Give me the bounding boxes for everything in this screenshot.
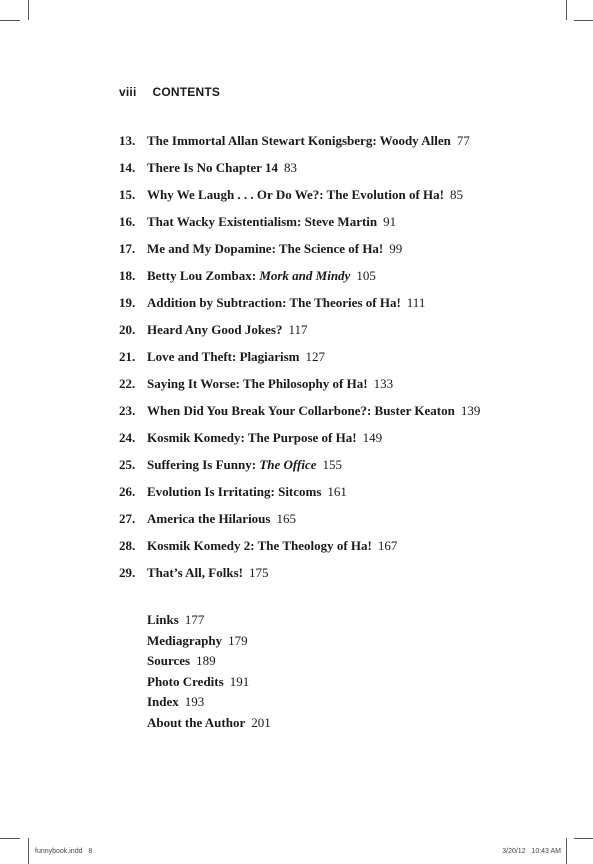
toc-entry-page: 83 xyxy=(283,160,297,175)
back-matter-item xyxy=(147,651,271,672)
toc-entry-page: 105 xyxy=(356,268,376,283)
toc-entry xyxy=(119,212,519,233)
toc-entry-number: 28. xyxy=(119,538,136,553)
toc-entry xyxy=(119,401,519,422)
toc-entry xyxy=(119,482,519,503)
toc-entry-title: Evolution Is Irritating: Sitcoms xyxy=(147,484,322,499)
toc-entry-title: When Did You Break Your Collarbone?: Buster Keaton xyxy=(147,403,455,418)
toc-entry-page: 111 xyxy=(406,295,426,310)
toc-entry-title: Saying It Worse: The Philosophy of Ha! xyxy=(147,376,368,391)
toc-entry-title: Me and My Dopamine: The Science of Ha! xyxy=(147,241,384,256)
back-matter-title: Links xyxy=(147,612,179,627)
toc-entry-page: 161 xyxy=(327,484,347,499)
toc-entry-title: America the Hilarious xyxy=(147,511,271,526)
back-matter-list xyxy=(147,610,271,733)
toc-entry-title: Betty Lou Zombax: xyxy=(147,268,260,283)
toc-entry xyxy=(119,320,519,341)
page-folio: viii xyxy=(119,85,137,99)
toc-entry-page: 91 xyxy=(383,214,397,229)
toc-entry-number: 22. xyxy=(119,376,136,391)
crop-mark xyxy=(0,838,20,839)
table-of-contents xyxy=(119,131,519,590)
crop-mark xyxy=(28,0,29,20)
toc-entry-title: There Is No Chapter 14 xyxy=(147,160,278,175)
toc-entry xyxy=(119,347,519,368)
back-matter-title: Mediagraphy xyxy=(147,632,223,648)
toc-entry-title: The Immortal Allan Stewart Konigsberg: Woody Allen xyxy=(147,133,451,148)
toc-entry-title: Addition by Subtraction: The Theories of Ha! xyxy=(147,295,401,310)
back-matter-item xyxy=(147,610,271,631)
crop-mark xyxy=(574,20,593,21)
toc-entry-number: 17. xyxy=(119,241,136,256)
toc-entry-title-italic: Mork and Mindy xyxy=(259,268,351,283)
toc-entry-page: 99 xyxy=(389,241,403,256)
toc-entry-title: Kosmik Komedy: The Purpose of Ha! xyxy=(147,430,357,445)
running-head xyxy=(119,85,220,99)
toc-entry-title: Suffering Is Funny: xyxy=(147,457,260,472)
toc-entry-page: 117 xyxy=(288,322,308,337)
toc-entry-page: 149 xyxy=(362,430,383,445)
back-matter-item xyxy=(147,692,271,713)
toc-entry-title: Love and Theft: Plagiarism xyxy=(147,349,300,364)
back-matter-page: 179 xyxy=(228,632,248,648)
toc-entry-title: Heard Any Good Jokes? xyxy=(147,322,283,337)
back-matter-page: 201 xyxy=(251,714,271,730)
back-matter-page: 193 xyxy=(184,694,205,709)
toc-entry xyxy=(119,293,519,314)
section-title: CONTENTS xyxy=(152,85,221,99)
toc-entry-page: 155 xyxy=(322,457,342,472)
toc-entry xyxy=(119,455,519,476)
toc-entry xyxy=(119,239,519,260)
toc-entry xyxy=(119,131,519,152)
crop-mark xyxy=(566,838,567,864)
toc-entry-number: 14. xyxy=(119,160,136,175)
toc-entry xyxy=(119,158,519,179)
toc-entry-number: 26. xyxy=(119,484,136,499)
toc-entry xyxy=(119,509,519,530)
toc-entry-number: 18. xyxy=(119,268,136,283)
crop-mark xyxy=(0,20,20,21)
toc-entry-number: 16. xyxy=(119,214,136,229)
back-matter-title: Sources xyxy=(147,653,191,668)
back-matter-item xyxy=(147,672,271,693)
crop-mark xyxy=(566,0,567,20)
toc-entry xyxy=(119,266,519,287)
back-matter-page: 189 xyxy=(196,653,216,668)
toc-entry-number: 25. xyxy=(119,457,136,472)
toc-entry-title: That Wacky Existentialism: Steve Martin xyxy=(147,214,378,229)
slug-file: funnybook.indd 8 xyxy=(35,848,93,855)
toc-entry-page: 127 xyxy=(305,349,326,364)
crop-mark xyxy=(574,838,593,839)
toc-entry-page: 165 xyxy=(276,511,296,526)
back-matter-item xyxy=(147,713,271,734)
back-matter-title: Photo Credits xyxy=(147,673,224,689)
back-matter-page: 191 xyxy=(229,673,250,689)
toc-entry-title: Kosmik Komedy 2: The Theology of Ha! xyxy=(147,538,372,553)
slug-timestamp: 3/20/12 10:43 AM xyxy=(502,848,561,855)
toc-entry xyxy=(119,374,519,395)
back-matter-item xyxy=(147,631,271,652)
toc-entry-page: 85 xyxy=(450,187,464,202)
toc-entry xyxy=(119,185,519,206)
toc-entry-number: 27. xyxy=(119,511,136,526)
toc-entry-page: 133 xyxy=(373,376,394,391)
toc-entry-page: 139 xyxy=(460,403,481,418)
toc-entry-page: 167 xyxy=(377,538,398,553)
toc-entry-number: 29. xyxy=(119,565,136,580)
toc-entry xyxy=(119,428,519,449)
toc-entry-number: 15. xyxy=(119,187,136,202)
back-matter-title: Index xyxy=(147,694,179,709)
toc-entry xyxy=(119,563,519,584)
toc-entry-page: 175 xyxy=(248,565,269,580)
toc-entry-number: 21. xyxy=(119,349,136,364)
back-matter-title: About the Author xyxy=(147,714,246,730)
toc-entry xyxy=(119,536,519,557)
toc-entry-title-italic: The Office xyxy=(259,457,317,472)
toc-entry-number: 24. xyxy=(119,430,136,445)
toc-entry-title: That’s All, Folks! xyxy=(147,565,243,580)
toc-entry-number: 13. xyxy=(119,133,136,148)
back-matter-page: 177 xyxy=(184,612,205,627)
crop-mark xyxy=(28,838,29,864)
toc-entry-number: 23. xyxy=(119,403,136,418)
toc-entry-number: 20. xyxy=(119,322,136,337)
toc-entry-page: 77 xyxy=(456,133,470,148)
toc-entry-title: Why We Laugh . . . Or Do We?: The Evolution of Ha! xyxy=(147,187,445,202)
toc-entry-number: 19. xyxy=(119,295,136,310)
